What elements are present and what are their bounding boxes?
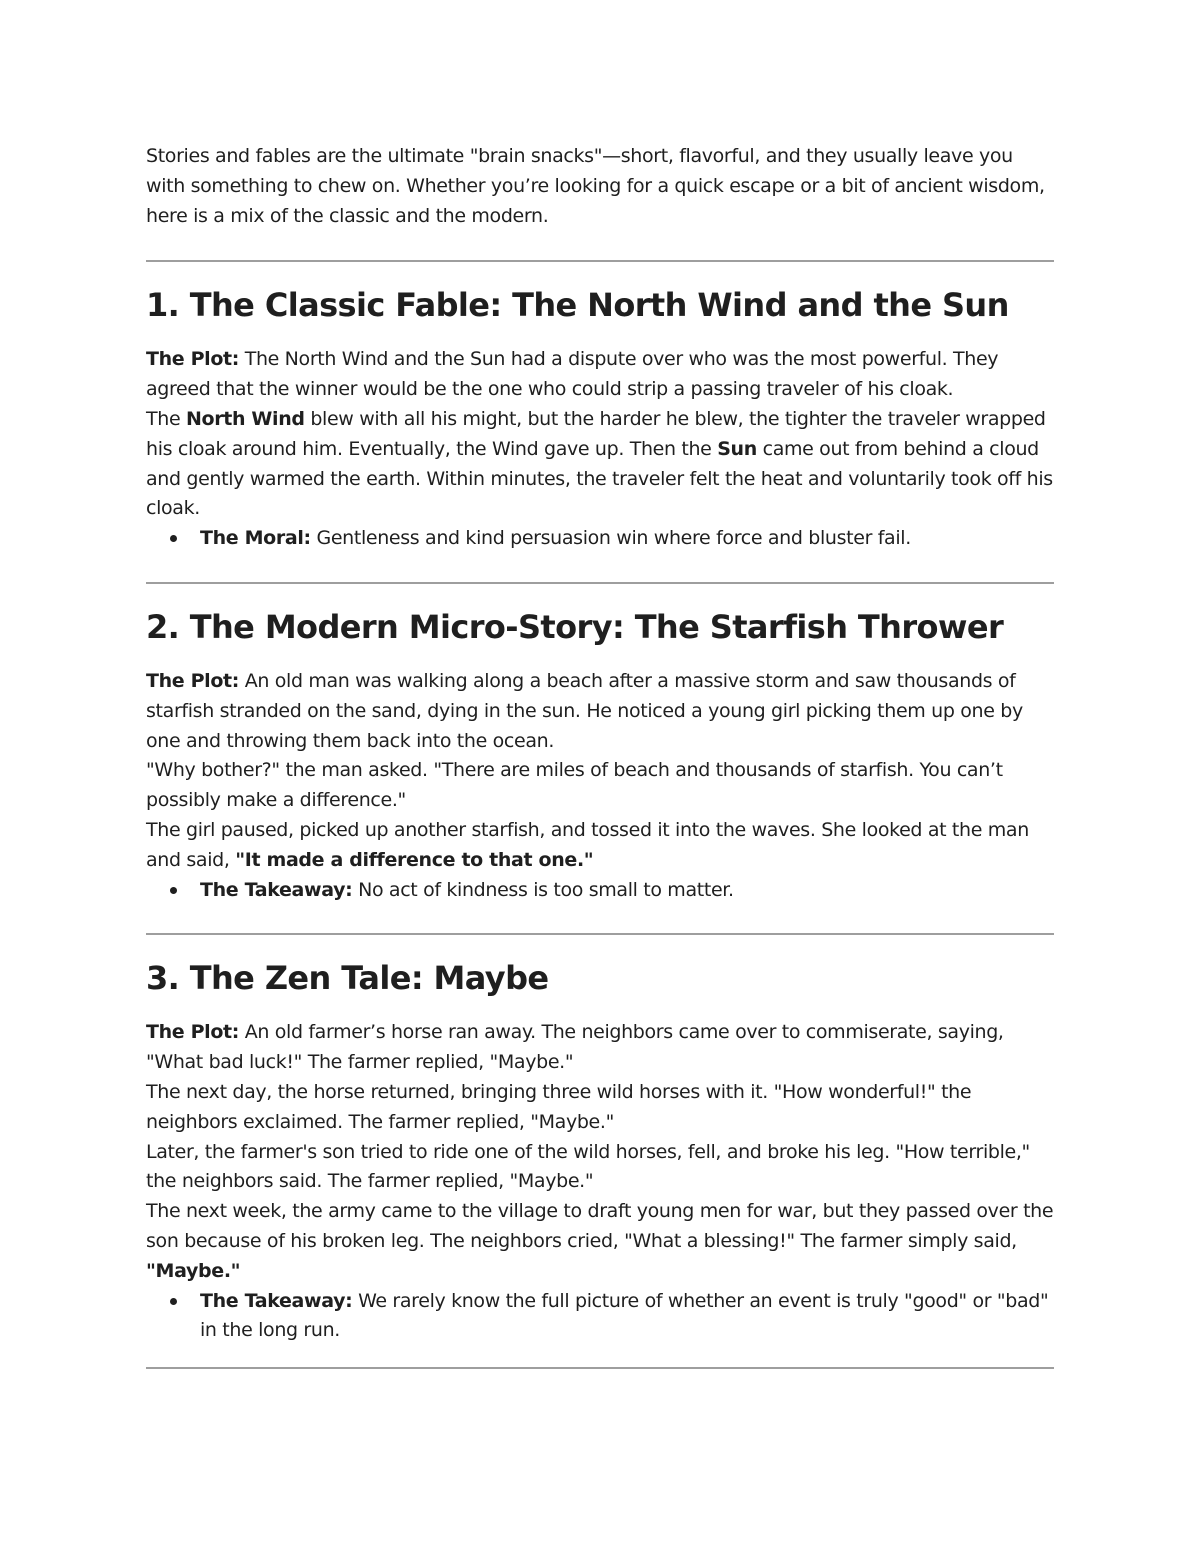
section-maybe <box>146 958 1054 1367</box>
takeaway-label: The Takeaway: <box>200 1289 353 1312</box>
plot-label: The Plot: <box>146 348 240 371</box>
story-text: came out from behind a cloud and gently warmed the earth. Within minutes, the traveler felt the heat and voluntarily took off his cloak. <box>146 437 1053 520</box>
story-text: blew with all his might, but the harder he blew, the tighter the traveler wrapped his cloak around him. Eventually, the Wind gave up. Then the <box>146 407 1046 460</box>
plot-label: The Plot: <box>146 1021 240 1044</box>
plot-text: An old man was walking along a beach after a massive storm and saw thousands of starfish stranded on the sand, dying in the sun. He noticed a young girl picking them up one by one and throwing them back into the ocean. <box>146 669 1023 752</box>
bullet-icon <box>170 535 177 542</box>
takeaway-list <box>146 876 1054 906</box>
story-paragraph: The next day, the horse returned, bringing three wild horses with it. "How wonderful!" the neighbors exclaimed. The farmer replied, "Maybe." <box>146 1080 972 1133</box>
section-heading: 1. The Classic Fable: The North Wind and the Sun <box>146 286 1009 325</box>
plot-paragraph <box>146 667 1054 756</box>
section-north-wind <box>146 285 1054 582</box>
list-item <box>200 524 1054 554</box>
takeaway-list <box>146 524 1054 554</box>
takeaway-label: The Takeaway: <box>200 878 353 901</box>
story-text: The girl paused, picked up another starfish, and tossed it into the waves. She looked at the man and said, <box>146 818 1029 871</box>
plot-paragraph <box>146 1018 1054 1078</box>
list-item <box>200 876 1054 906</box>
takeaway-text: Gentleness and kind persuasion win where force and bluster fail. <box>310 527 911 550</box>
story-emphasis: "It made a difference to that one." <box>235 848 594 871</box>
bullet-icon <box>170 887 177 894</box>
list-item <box>200 1287 1054 1347</box>
story-emphasis: "Maybe." <box>146 1259 241 1282</box>
section-divider <box>146 582 1054 584</box>
takeaway-label: The Moral: <box>200 527 311 550</box>
intro-paragraph: Stories and fables are the ultimate "brain snacks"—short, flavorful, and they usually leave you with something to chew on. Whether you’re looking for a quick escape or a bit of ancient wisdom, here is a mix of the classic and the modern. <box>146 145 1045 227</box>
story-text: The next week, the army came to the village to draft young men for war, but they passed over the son because of his broken leg. The neighbors cried, "What a blessing!" The farmer simply said, <box>146 1200 1054 1252</box>
plot-text: An old farmer’s horse ran away. The neighbors came over to commiserate, saying, "What bad luck!" The farmer replied, "Maybe." <box>146 1021 1004 1074</box>
plot-paragraph <box>146 345 1054 405</box>
story-paragraph <box>146 1197 1054 1286</box>
plot-label: The Plot: <box>146 669 240 692</box>
section-starfish <box>146 607 1054 933</box>
section-divider <box>146 1367 1054 1369</box>
section-heading: 3. The Zen Tale: Maybe <box>146 959 549 998</box>
story-paragraph <box>146 405 1054 524</box>
story-emphasis: Sun <box>717 437 757 460</box>
plot-text: The North Wind and the Sun had a dispute over who was the most powerful. They agreed that the winner would be the one who could strip a passing traveler of his cloak. <box>146 348 999 401</box>
section-divider <box>146 933 1054 935</box>
takeaway-text: No act of kindness is too small to matter. <box>352 878 734 901</box>
story-paragraph <box>146 816 1054 876</box>
story-paragraph: Later, the farmer's son tried to ride one of the wild horses, fell, and broke his leg. "How terrible," the neighbors said. The farmer replied, "Maybe." <box>146 1140 1030 1193</box>
takeaway-list <box>146 1287 1054 1347</box>
story-emphasis: North Wind <box>185 407 305 430</box>
story-paragraph: "Why bother?" the man asked. "There are miles of beach and thousands of starfish. You can’t possibly make a difference." <box>146 759 1003 812</box>
takeaway-text: We rarely know the full picture of whether an event is truly "good" or "bad" in the long run. <box>200 1289 1049 1342</box>
bullet-icon <box>170 1298 177 1305</box>
section-heading: 2. The Modern Micro-Story: The Starfish Thrower <box>146 607 1004 646</box>
document-page <box>146 142 1054 1369</box>
story-text: The <box>146 407 186 430</box>
section-divider <box>146 260 1054 262</box>
